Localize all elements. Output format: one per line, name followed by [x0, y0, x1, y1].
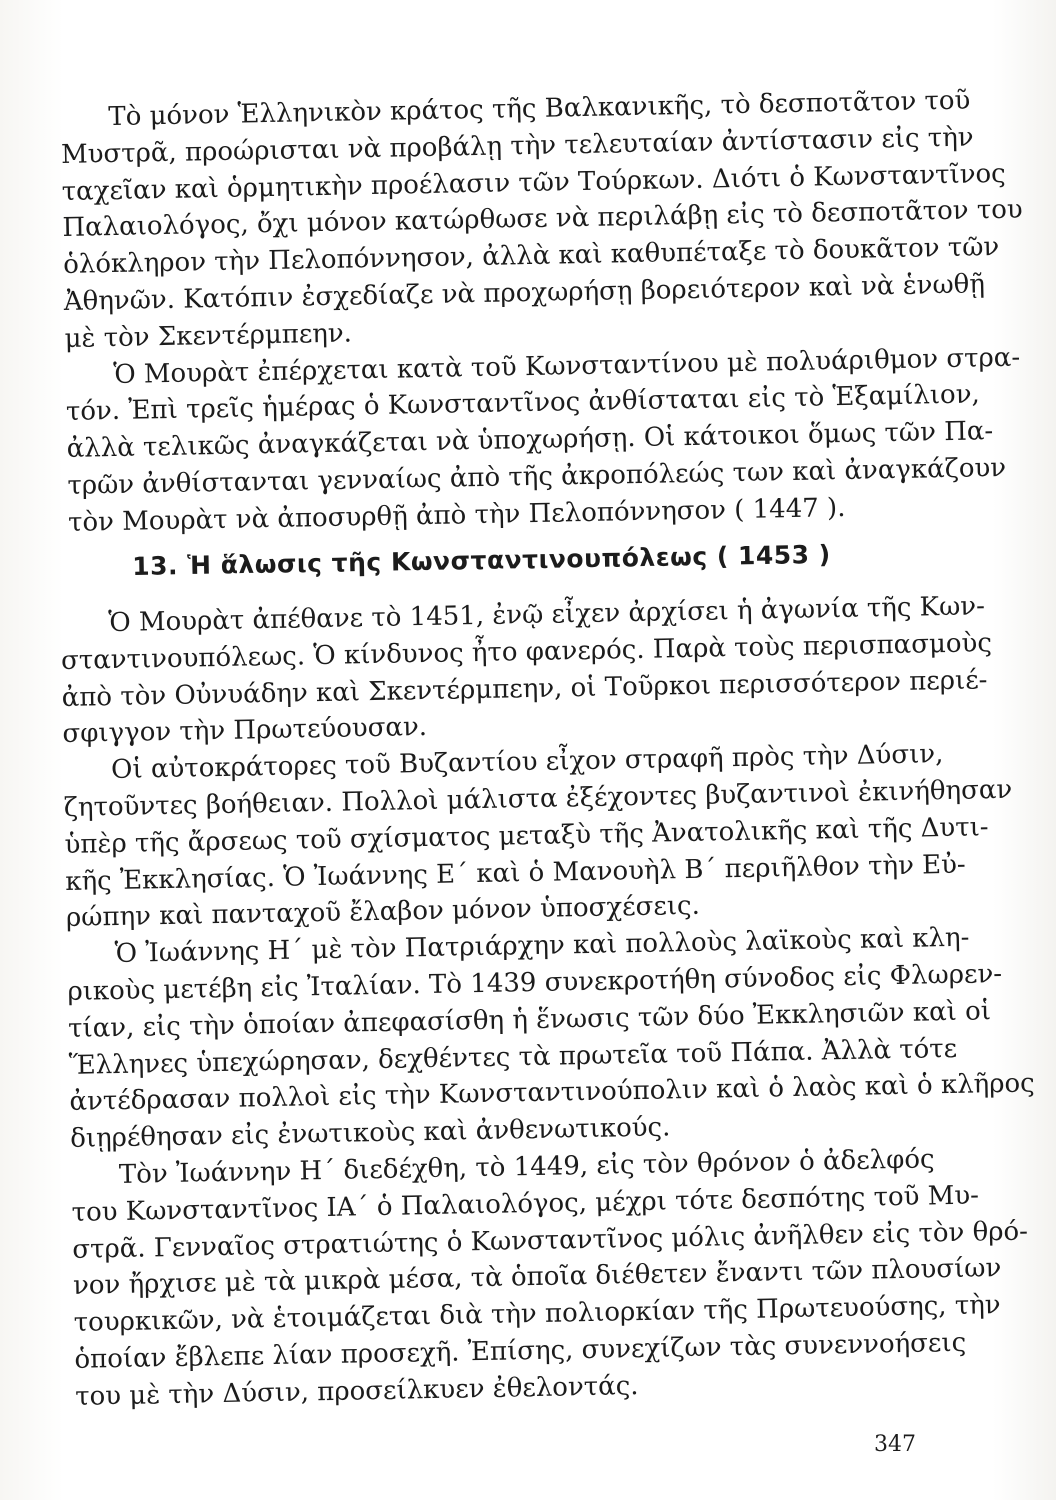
text-line: Ἕλληνες ὑπεχώρησαν, δεχθέντες τὰ πρωτεῖα τοῦ Πάπα. Ἀλλὰ τότε [68, 1033, 958, 1081]
text-line: τίαν, εἰς τὴν ὁποίαν ἀπεφασίσθη ἡ ἕνωσις τῶν δύο Ἐκκλησιῶν καὶ οἱ [67, 995, 992, 1044]
text-line: σφιγγον τὴν Πρωτεύουσαν. [62, 712, 428, 750]
text-line: του Κωνσταντῖνος ΙΑ΄ ὁ Παλαιολόγος, μέχρι τότε δεσπότης τοῦ Μυ- [71, 1180, 980, 1228]
text-line: ρώπην καὶ πανταχοῦ ἔλαβον μόνον ὑποσχέσεις. [65, 891, 701, 934]
text-line: ἀπὸ τὸν Οὐνυάδην καὶ Σκεντέρμπεην, οἱ Τοῦρκοι περισσότερον περιέ- [61, 664, 988, 713]
text-line: κῆς Ἐκκλησίας. Ὁ Ἰωάννης Ε΄ καὶ ὁ Μανουὴλ Β΄ περιῆλθον τὴν Εὐ- [65, 849, 966, 897]
text-line: διῃρέθησαν εἰς ἐνωτικοὺς καὶ ἀνθενωτικούς. [69, 1112, 671, 1155]
text-line: στρᾶ. Γενναῖος στρατιώτης ὁ Κωνσταντῖνος μόλις ἀνῆλθεν εἰς τὸν θρό- [72, 1216, 1029, 1265]
intro-text-block [60, 84, 1023, 542]
text-line: ἀντέδρασαν πολλοὶ εἰς τὴν Κωνσταντινούπολιν καὶ ὁ λαὸς καὶ ὁ κλῆρος [69, 1068, 1036, 1118]
text-line: ὁποίαν ἔβλεπε λίαν προσεχῆ. Ἐπίσης, συνεχίζων τὰς συνεννοήσεις [74, 1327, 967, 1375]
text-line: σταντινουπόλεως. Ὁ κίνδυνος ἦτο φανερός. Παρὰ τοὺς περισπασμοὺς [60, 627, 993, 676]
text-line: τουρκικῶν, νὰ ἑτοιμάζεται διὰ τὴν πολιορκίαν τῆς Πρωτευούσης, τὴν [73, 1290, 1001, 1339]
text-line: ὁλόκληρον τὴν Πελοπόννησον, ἀλλὰ καὶ καθυπέταξε τὸ δουκᾶτον τῶν [62, 232, 1000, 281]
text-line: ταχεῖαν καὶ ὁρμητικὴν προέλασιν τῶν Τούρκων. Διότι ὁ Κωνσταντῖνος [61, 158, 1006, 207]
text-line: Οἱ αὐτοκράτορες τοῦ Βυζαντίου εἶχον στραφῆ πρὸς τὴν Δύσιν, [110, 739, 944, 786]
text-line: τρῶν ἀνθίστανται γενναίως ἀπὸ τῆς ἀκροπόλεώς των καὶ ἀναγκάζουν [67, 452, 1007, 501]
text-line: τόν. Ἐπὶ τρεῖς ἡμέρας ὁ Κωνσταντῖνος ἀνθίσταται εἰς τὸ Ἑξαμίλιον, [65, 379, 981, 428]
text-line: Ὁ Μουρὰτ ἀπέθανε τὸ 1451, ἐνῷ εἶχεν ἀρχίσει ἡ ἀγωνία τῆς Κων- [108, 591, 986, 639]
text-line: Παλαιολόγος, ὄχι μόνον κατώρθωσε νὰ περιλάβῃ εἰς τὸ δεσποτᾶτον του [62, 194, 1023, 244]
text-line: Ὁ Μουρὰτ ἐπέρχεται κατὰ τοῦ Κωνσταντίνου μὲ πολυάριθμον στρα- [112, 342, 1021, 390]
text-line: Ὁ Ἰωάννης Η΄ μὲ τὸν Πατριάρχην καὶ πολλοὺς λαϊκοὺς καὶ κλη- [114, 922, 970, 970]
text-line: Μυστρᾶ, προώρισται νὰ προβάλῃ τὴν τελευταίαν ἀντίστασιν εἰς τὴν [60, 122, 974, 170]
main-text-block [60, 590, 1036, 1416]
text-line: ἀλλὰ τελικῶς ἀναγκάζεται νὰ ὑποχωρήσῃ. Οἱ κάτοικοι ὅμως τῶν Πα- [66, 416, 994, 465]
text-line: Ἀθηνῶν. Κατόπιν ἐσχεδίαζε νὰ προχωρήσῃ βορειότερον καὶ νὰ ἑνωθῇ [63, 269, 986, 317]
text-line: τὸν Μουρὰτ νὰ ἀποσυρθῇ ἀπὸ τὴν Πελοπόννησον ( 1447 ). [67, 492, 846, 538]
text-line: ὑπὲρ τῆς ἄρσεως τοῦ σχίσματος μεταξὺ τῆς Ἀνατολικῆς καὶ τῆς Δυτι- [64, 811, 989, 860]
text-line: Τὸν Ἰωάννην Η΄ διεδέχθη, τὸ 1449, εἰς τὸν θρόνον ὁ ἀδελφός [118, 1144, 935, 1190]
text-line: του μὲ τὴν Δύσιν, προσείλκυεν ἐθελοντάς. [74, 1370, 639, 1412]
page-number: 347 [874, 1432, 916, 1457]
text-line: ρικοὺς μετέβη εἰς Ἰταλίαν. Τὸ 1439 συνεκροτήθη σύνοδος εἰς Φλωρεν- [67, 958, 1003, 1007]
text-line: μὲ τὸν Σκεντέρμπεην. [64, 318, 353, 354]
text-line: Τὸ μόνον Ἑλληνικὸν κράτος τῆς Βαλκανικῆς, τὸ δεσποτᾶτον τοῦ [108, 85, 971, 133]
text-line: ζητοῦντες βοήθειαν. Πολλοὶ μάλιστα ἐξέχοντες βυζαντινοὶ ἐκινήθησαν [63, 774, 1013, 823]
section-title: 13. Ἡ ἅλωσις τῆς Κωνσταντινουπόλεως ( 1453 ) [132, 539, 831, 581]
text-line: νον ἤρχισε μὲ τὰ μικρὰ μέσα, τὰ ὁποῖα διέθετεν ἔναντι τῶν πλουσίων [72, 1253, 1002, 1302]
